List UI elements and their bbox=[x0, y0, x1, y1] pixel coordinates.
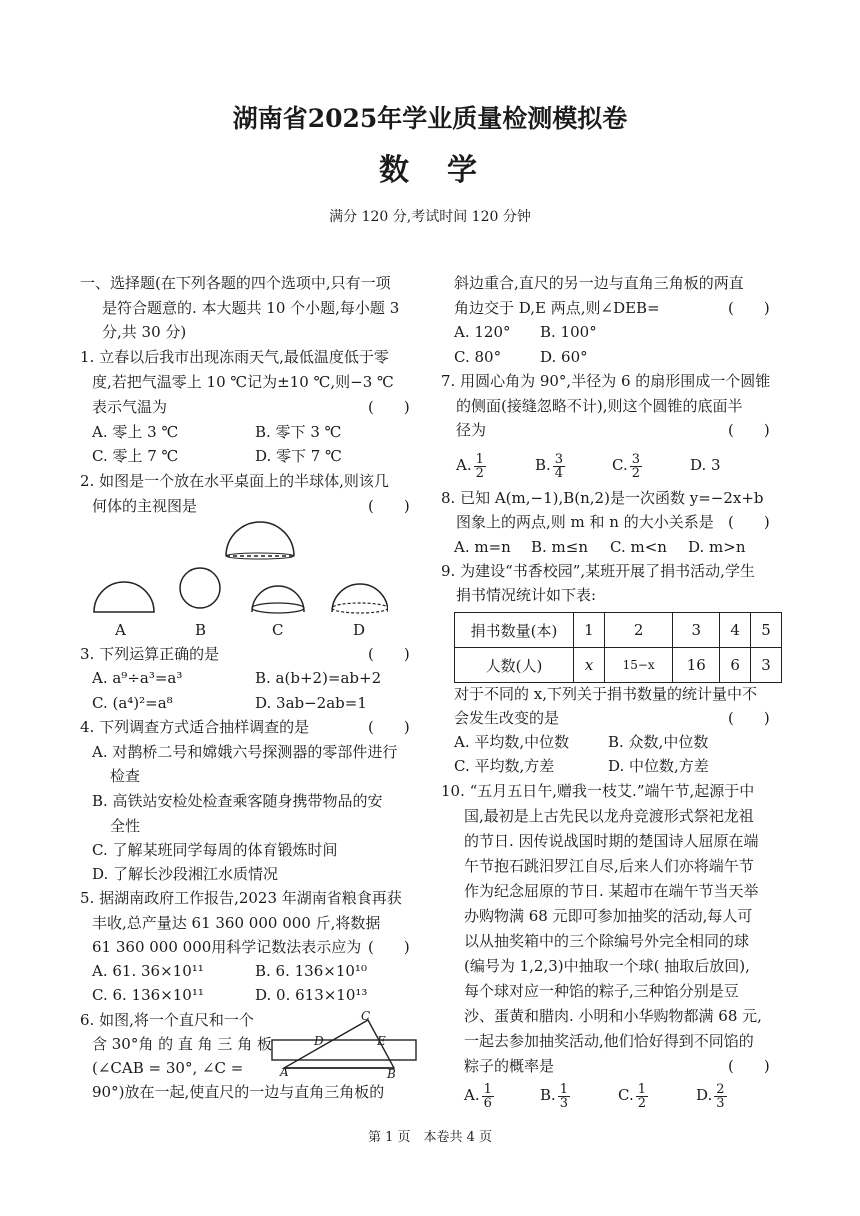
table-cell: 2 bbox=[604, 613, 672, 648]
q10-option-b: B. $\frac{1}{3}$ bbox=[540, 1081, 569, 1111]
q8-option-b: B. m≤n bbox=[531, 538, 589, 556]
q3-option-c: C. (a⁴)²=a⁸ bbox=[92, 694, 173, 712]
ruler-triangle-figure bbox=[268, 1008, 420, 1080]
hemisphere-figure bbox=[220, 520, 300, 560]
table-row bbox=[455, 648, 782, 683]
table-cell: 15−x bbox=[604, 648, 672, 683]
q6-line: 90°)放在一起,使直尺的一边与直角三角板的 bbox=[92, 1083, 385, 1101]
q8-option-a: A. m=n bbox=[454, 538, 511, 556]
q2-label-c: C bbox=[272, 621, 284, 639]
q6-line: 6. 如图,将一个直尺和一个 bbox=[80, 1011, 254, 1029]
q1-option-d: D. 零下 7 ℃ bbox=[255, 447, 342, 465]
table-cell: 捐书数量(本) bbox=[455, 613, 574, 648]
section-line: 是符合题意的. 本大题共 10 个小题,每小题 3 bbox=[102, 299, 400, 317]
option-c-shape bbox=[252, 586, 304, 612]
q2-line: 何体的主视图是 bbox=[92, 497, 198, 515]
q8-option-c: C. m<n bbox=[610, 538, 667, 556]
q10-option-d: D. $\frac{2}{3}$ bbox=[696, 1081, 725, 1111]
q10-line: 国,最初是上古先民以龙舟竞渡形式祭祀龙祖 bbox=[464, 807, 754, 825]
q4-option-b-cont: 全性 bbox=[110, 817, 141, 835]
q6-line: 斜边重合,直尺的另一边与直角三角板的两直 bbox=[454, 274, 744, 292]
q6-option-b: B. 100° bbox=[540, 323, 597, 341]
q7-line: 的侧面(接缝忽略不计),则这个圆锥的底面半 bbox=[456, 397, 743, 415]
donation-table bbox=[454, 612, 782, 683]
subject-title: 数 学 bbox=[379, 153, 481, 188]
q4-option-b: B. 高铁站安检处检查乘客随身携带物品的安 bbox=[92, 792, 383, 810]
q10-option-c: C. $\frac{1}{2}$ bbox=[618, 1081, 646, 1111]
q2-answer-paren: ( ) bbox=[368, 497, 410, 515]
q5-option-a: A. 61. 36×10¹¹ bbox=[92, 962, 204, 980]
q8-line: 8. 已知 A(m,−1),B(n,2)是一次函数 y=−2x+b bbox=[441, 489, 764, 507]
section-line: 分,共 30 分) bbox=[102, 323, 187, 341]
q10-line: 作为纪念屈原的节日. 某超市在端午节当天举 bbox=[464, 882, 759, 900]
fig-label-a: A bbox=[280, 1065, 289, 1079]
q6-option-c: C. 80° bbox=[454, 348, 502, 366]
q10-line: 粽子的概率是 bbox=[464, 1057, 555, 1075]
table-cell: 4 bbox=[720, 613, 751, 648]
fig-label-b: B bbox=[387, 1067, 396, 1081]
q10-line: 的节日. 因传说战国时期的楚国诗人屈原在端 bbox=[464, 832, 759, 850]
table-cell: 3 bbox=[673, 613, 720, 648]
q7-option-d: D. 3 bbox=[690, 456, 721, 474]
q5-option-c: C. 6. 136×10¹¹ bbox=[92, 986, 204, 1004]
q6-option-d: D. 60° bbox=[540, 348, 588, 366]
q8-option-d: D. m>n bbox=[688, 538, 746, 556]
table-cell: x bbox=[574, 648, 605, 683]
q7-option-c: C. $\frac{3}{2}$ bbox=[612, 451, 640, 481]
q2-label-a: A bbox=[115, 621, 126, 639]
q5-option-b: B. 6. 136×10¹⁰ bbox=[255, 962, 367, 980]
q10-option-a: A. $\frac{1}{6}$ bbox=[464, 1081, 492, 1111]
q1-line: 表示气温为 bbox=[92, 398, 168, 416]
q5-answer-paren: ( ) bbox=[368, 938, 410, 956]
q10-line: 沙、蛋黄和腊肉. 小明和小华购物都满 68 元, bbox=[464, 1007, 762, 1025]
q10-answer-paren: ( ) bbox=[728, 1057, 770, 1075]
q6-line: 角边交于 D,E 两点,则∠DEB= bbox=[454, 299, 660, 317]
q10-line: 10. “五月五日午,赠我一枝艾.”端午节,起源于中 bbox=[441, 782, 755, 800]
q9-option-a: A. 平均数,中位数 bbox=[454, 733, 570, 751]
q9-line: 捐书情况统计如下表: bbox=[456, 586, 597, 604]
q4-option-a-cont: 检查 bbox=[110, 767, 141, 785]
q5-line: 丰收,总产量达 61 360 000 000 斤,将数据 bbox=[92, 914, 381, 932]
q5-line: 5. 据湖南政府工作报告,2023 年湖南省粮食再获 bbox=[80, 889, 402, 907]
table-cell: 5 bbox=[751, 613, 782, 648]
q3-option-a: A. a⁹÷a³=a³ bbox=[92, 669, 183, 687]
q3-option-b: B. a(b+2)=ab+2 bbox=[255, 669, 382, 687]
q6-line: (∠CAB = 30°, ∠C = bbox=[92, 1059, 244, 1077]
q4-stem: 4. 下列调查方式适合抽样调查的是 bbox=[80, 718, 310, 736]
q10-line: (编号为 1,2,3)中抽取一个球( 抽取后放回), bbox=[464, 957, 750, 975]
q10-line: 一起去参加抽奖活动,他们恰好得到不同馅的 bbox=[464, 1032, 754, 1050]
q5-line: 61 360 000 000用科学记数法表示应为 bbox=[92, 938, 362, 956]
q10-line: 办购物满 68 元即可参加抽奖的活动,每人可 bbox=[464, 907, 753, 925]
q9-after: 对于不同的 x,下列关于捐书数量的统计量中不 bbox=[454, 685, 757, 703]
q7-line: 径为 bbox=[456, 421, 487, 439]
q7-line: 7. 用圆心角为 90°,半径为 6 的扇形围成一个圆锥 bbox=[441, 372, 771, 390]
table-cell: 3 bbox=[751, 648, 782, 683]
q1-option-b: B. 零下 3 ℃ bbox=[255, 423, 342, 441]
q9-option-c: C. 平均数,方差 bbox=[454, 757, 555, 775]
q3-answer-paren: ( ) bbox=[368, 645, 410, 663]
option-d-shape bbox=[332, 584, 388, 612]
exam-info: 满分 120 分,考试时间 120 分钟 bbox=[329, 209, 531, 225]
fig-label-e: E bbox=[377, 1034, 386, 1048]
q9-after: 会发生改变的是 bbox=[454, 709, 560, 727]
page-footer: 第 1 页 本卷共 4 页 bbox=[367, 1130, 493, 1145]
q4-option-c: C. 了解某班同学每周的体育锻炼时间 bbox=[92, 841, 338, 859]
q6-answer-paren: ( ) bbox=[728, 299, 770, 317]
q1-answer-paren: ( ) bbox=[368, 398, 410, 416]
q3-stem: 3. 下列运算正确的是 bbox=[80, 645, 220, 663]
option-a-shape bbox=[94, 582, 154, 612]
fig-label-d: D bbox=[314, 1034, 324, 1048]
q9-option-d: D. 中位数,方差 bbox=[608, 757, 709, 775]
q7-option-b: B. $\frac{3}{4}$ bbox=[535, 451, 564, 481]
q7-option-a: A. $\frac{1}{2}$ bbox=[456, 451, 484, 481]
q2-label-d: D bbox=[353, 621, 366, 639]
q10-line: 以从抽奖箱中的三个除编号外完全相同的球 bbox=[464, 932, 750, 950]
table-cell: 16 bbox=[673, 648, 720, 683]
q4-option-a: A. 对鹊桥二号和嫦娥六号探测器的零部件进行 bbox=[92, 743, 398, 761]
q4-answer-paren: ( ) bbox=[368, 718, 410, 736]
table-header-row bbox=[455, 613, 782, 648]
q6-option-a: A. 120° bbox=[454, 323, 511, 341]
q3-option-d: D. 3ab−2ab=1 bbox=[255, 694, 367, 712]
q8-line: 图象上的两点,则 m 和 n 的大小关系是 bbox=[456, 513, 714, 531]
table-cell: 人数(人) bbox=[455, 648, 574, 683]
view-options-figure bbox=[88, 566, 388, 616]
q1-option-c: C. 零上 7 ℃ bbox=[92, 447, 179, 465]
table-cell: 6 bbox=[720, 648, 751, 683]
exam-title: 湖南省2025年学业质量检测模拟卷 bbox=[232, 104, 628, 133]
q9-answer-paren: ( ) bbox=[728, 709, 770, 727]
q7-answer-paren: ( ) bbox=[728, 421, 770, 439]
option-b-shape bbox=[180, 568, 220, 608]
q9-option-b: B. 众数,中位数 bbox=[608, 733, 709, 751]
table-cell: 1 bbox=[574, 613, 605, 648]
q8-answer-paren: ( ) bbox=[728, 513, 770, 531]
q9-line: 9. 为建设“书香校园”,某班开展了捐书活动,学生 bbox=[441, 562, 755, 580]
q10-line: 午节抱石跳汨罗江自尽,后来人们亦将端午节 bbox=[464, 857, 754, 875]
q5-option-d: D. 0. 613×10¹³ bbox=[255, 986, 368, 1004]
q1-option-a: A. 零上 3 ℃ bbox=[92, 423, 179, 441]
q10-line: 每个球对应一种馅的粽子,三种馅分别是豆 bbox=[464, 982, 739, 1000]
q1-line: 度,若把气温零上 10 ℃记为±10 ℃,则−3 ℃ bbox=[92, 373, 394, 391]
q1-line: 1. 立春以后我市出现冻雨天气,最低温度低于零 bbox=[80, 348, 389, 366]
ruler-shape bbox=[272, 1040, 416, 1060]
fig-label-c: C bbox=[361, 1009, 371, 1023]
section-line: 一、选择题(在下列各题的四个选项中,只有一项 bbox=[80, 274, 391, 292]
q4-option-d: D. 了解长沙段湘江水质情况 bbox=[92, 865, 279, 883]
q2-label-b: B bbox=[195, 621, 207, 639]
q2-line: 2. 如图是一个放在水平桌面上的半球体,则该几 bbox=[80, 472, 389, 490]
q6-line: 含 30°角 的 直 角 三 角 板 bbox=[92, 1035, 272, 1053]
